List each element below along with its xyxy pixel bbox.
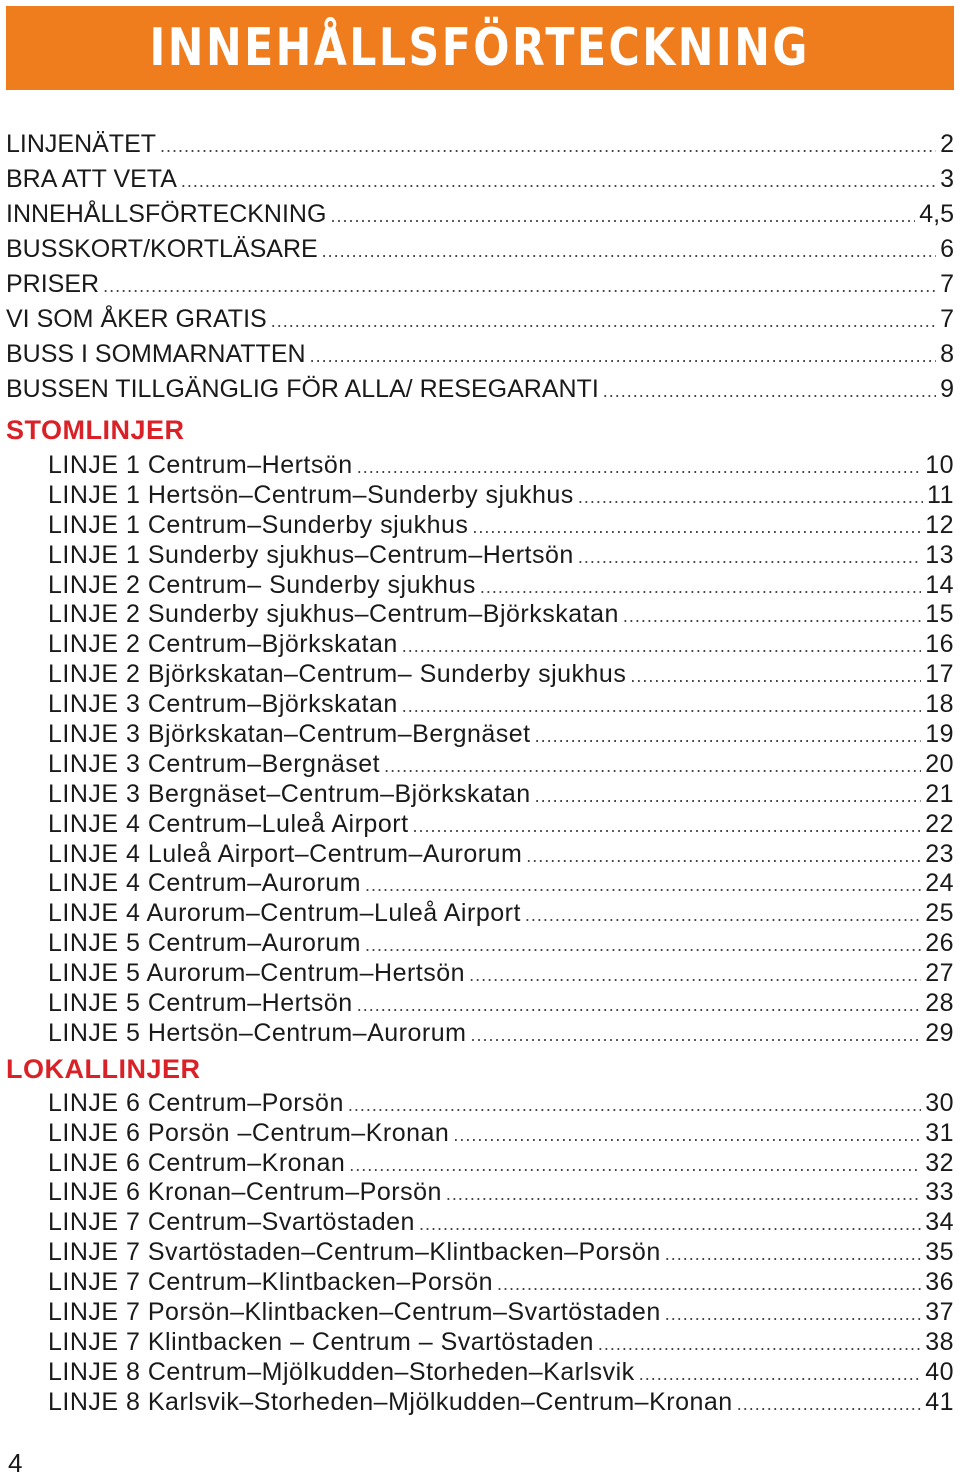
toc-entry[interactable] bbox=[6, 780, 954, 810]
dot-leader bbox=[402, 696, 921, 717]
toc-entry[interactable] bbox=[6, 1298, 954, 1328]
toc-entry[interactable] bbox=[6, 1019, 954, 1049]
toc-entry-page: 18 bbox=[925, 690, 954, 719]
toc-entry[interactable] bbox=[6, 235, 954, 270]
toc-entry-page: 2 bbox=[940, 130, 954, 158]
dot-leader bbox=[497, 1274, 921, 1295]
toc-entry[interactable] bbox=[6, 630, 954, 660]
toc-entry-label: LINJE 6 Centrum–Porsön bbox=[48, 1088, 344, 1117]
dot-leader bbox=[470, 1025, 921, 1046]
toc-entry-page: 21 bbox=[925, 779, 954, 808]
dot-leader bbox=[665, 1244, 921, 1265]
toc-entry-page: 41 bbox=[925, 1387, 954, 1416]
toc-entry[interactable] bbox=[6, 720, 954, 750]
toc-entry[interactable] bbox=[6, 929, 954, 959]
toc-entry-page: 33 bbox=[925, 1178, 954, 1207]
toc-entry[interactable] bbox=[6, 165, 954, 200]
toc-entry-label: PRISER bbox=[6, 270, 100, 298]
dot-leader bbox=[535, 726, 922, 747]
toc-entry-page: 23 bbox=[925, 839, 954, 868]
toc-entry-page: 27 bbox=[925, 959, 954, 988]
toc-entry-page: 29 bbox=[925, 1018, 954, 1047]
table-of-contents bbox=[6, 130, 954, 1418]
page-number: 4 bbox=[8, 1448, 23, 1478]
toc-entry[interactable] bbox=[6, 1178, 954, 1208]
toc-entry[interactable] bbox=[6, 451, 954, 481]
toc-entry-label: LINJE 3 Centrum–Björkskatan bbox=[48, 690, 398, 719]
toc-entry-label: LINJE 1 Hertsön–Centrum–Sunderby sjukhus bbox=[48, 480, 574, 509]
dot-leader bbox=[181, 171, 936, 192]
toc-entry[interactable] bbox=[6, 989, 954, 1019]
dot-leader bbox=[322, 241, 936, 262]
dot-leader bbox=[453, 1125, 921, 1146]
toc-entry-page: 12 bbox=[925, 510, 954, 539]
dot-leader bbox=[578, 547, 921, 568]
toc-entry-page: 9 bbox=[940, 375, 954, 403]
toc-entry-page: 17 bbox=[925, 660, 954, 689]
toc-entry-page: 25 bbox=[925, 899, 954, 928]
toc-entry[interactable] bbox=[6, 660, 954, 690]
toc-entry-page: 4,5 bbox=[919, 200, 954, 228]
dot-leader bbox=[665, 1304, 921, 1325]
dot-leader bbox=[737, 1394, 921, 1415]
toc-entry-page: 38 bbox=[925, 1327, 954, 1356]
dot-leader bbox=[525, 905, 921, 926]
toc-entry-label: LINJE 8 Centrum–Mjölkudden–Storheden–Karlsvik bbox=[48, 1357, 635, 1386]
dot-leader bbox=[623, 606, 921, 627]
toc-entry-label: LINJE 5 Centrum–Hertsön bbox=[48, 989, 353, 1018]
stomlinjer-section bbox=[6, 451, 954, 1049]
toc-entry[interactable] bbox=[6, 340, 954, 375]
toc-entry-label: LINJE 7 Porsön–Klintbacken–Centrum–Svartöstaden bbox=[48, 1298, 661, 1327]
toc-entry-label: INNEHÅLLSFÖRTECKNING bbox=[6, 200, 327, 228]
toc-entry-label: LINJE 1 Centrum–Hertsön bbox=[48, 451, 353, 479]
dot-leader bbox=[357, 457, 922, 478]
dot-leader bbox=[480, 577, 921, 598]
toc-entry-label: BUSSEN TILLGÄNGLIG FÖR ALLA/ RESEGARANTI bbox=[6, 375, 599, 403]
page-title: INNEHÅLLSFÖRTECKNING bbox=[149, 18, 811, 78]
toc-entry-label: LINJE 6 Porsön –Centrum–Kronan bbox=[48, 1118, 450, 1147]
toc-entry[interactable] bbox=[6, 1328, 954, 1358]
toc-entry-page: 16 bbox=[925, 630, 954, 659]
dot-leader bbox=[384, 756, 921, 777]
toc-entry[interactable] bbox=[6, 690, 954, 720]
toc-entry-label: BUSS I SOMMARNATTEN bbox=[6, 340, 306, 368]
toc-entry[interactable] bbox=[6, 481, 954, 511]
toc-entry-page: 24 bbox=[925, 869, 954, 898]
toc-entry-label: BRA ATT VETA bbox=[6, 165, 177, 193]
general-section bbox=[6, 130, 954, 410]
toc-entry-label: LINJE 2 Centrum–Björkskatan bbox=[48, 630, 398, 659]
toc-entry-label: LINJE 3 Bergnäset–Centrum–Björkskatan bbox=[48, 779, 531, 808]
dot-leader bbox=[365, 935, 921, 956]
dot-leader bbox=[578, 487, 923, 508]
toc-entry[interactable] bbox=[6, 1149, 954, 1179]
toc-entry-page: 37 bbox=[925, 1298, 954, 1327]
dot-leader bbox=[365, 875, 921, 896]
toc-entry-page: 6 bbox=[940, 235, 954, 263]
toc-entry-label: LINJE 5 Hertsön–Centrum–Aurorum bbox=[48, 1018, 467, 1047]
toc-entry-label: LINJE 7 Centrum–Klintbacken–Porsön bbox=[48, 1268, 494, 1297]
toc-entry[interactable] bbox=[6, 130, 954, 165]
dot-leader bbox=[357, 995, 922, 1016]
toc-entry-label: LINJE 4 Aurorum–Centrum–Luleå Airport bbox=[48, 899, 521, 928]
dot-leader bbox=[103, 276, 936, 297]
toc-entry-page: 30 bbox=[925, 1088, 954, 1117]
toc-entry[interactable] bbox=[6, 899, 954, 929]
toc-entry[interactable] bbox=[6, 1119, 954, 1149]
toc-entry-label: LINJE 6 Centrum–Kronan bbox=[48, 1148, 346, 1177]
toc-entry-label: LINJE 1 Sunderby sjukhus–Centrum–Hertsön bbox=[48, 540, 574, 569]
toc-entry-label: LINJE 4 Centrum–Aurorum bbox=[48, 869, 362, 898]
dot-leader bbox=[535, 786, 922, 807]
toc-entry-page: 7 bbox=[940, 270, 954, 298]
toc-entry-label: LINJE 2 Centrum– Sunderby sjukhus bbox=[48, 570, 476, 599]
toc-entry[interactable] bbox=[6, 571, 954, 601]
toc-entry-page: 31 bbox=[925, 1118, 954, 1147]
toc-entry-label: LINJE 8 Karlsvik–Storheden–Mjölkudden–Centrum–Kronan bbox=[48, 1387, 733, 1416]
dot-leader bbox=[330, 206, 915, 227]
dot-leader bbox=[160, 136, 936, 157]
toc-entry[interactable] bbox=[6, 541, 954, 571]
toc-entry-page: 35 bbox=[925, 1238, 954, 1267]
toc-entry-page: 26 bbox=[925, 929, 954, 958]
toc-entry-page: 28 bbox=[925, 989, 954, 1018]
dot-leader bbox=[639, 1364, 922, 1385]
toc-entry-label: LINJE 5 Aurorum–Centrum–Hertsön bbox=[48, 959, 466, 988]
dot-leader bbox=[310, 346, 937, 367]
toc-entry-page: 32 bbox=[925, 1148, 954, 1177]
toc-entry-label: LINJE 7 Klintbacken – Centrum – Svartöstaden bbox=[48, 1327, 594, 1356]
dot-leader bbox=[402, 636, 921, 657]
toc-entry-label: LINJE 7 Centrum–Svartöstaden bbox=[48, 1208, 415, 1237]
toc-entry-label: LINJE 6 Kronan–Centrum–Porsön bbox=[48, 1178, 442, 1207]
toc-entry[interactable] bbox=[6, 959, 954, 989]
dot-leader bbox=[598, 1334, 921, 1355]
toc-entry-page: 3 bbox=[940, 165, 954, 193]
toc-entry[interactable] bbox=[6, 1268, 954, 1298]
toc-entry-label: LINJE 3 Björkskatan–Centrum–Bergnäset bbox=[48, 720, 531, 749]
toc-entry-page: 8 bbox=[940, 340, 954, 368]
dot-leader bbox=[526, 846, 921, 867]
toc-entry-label: LINJE 3 Centrum–Bergnäset bbox=[48, 749, 381, 778]
toc-entry-label: LINJE 2 Björkskatan–Centrum– Sunderby sjukhus bbox=[48, 660, 627, 689]
toc-entry-label: LINJE 1 Centrum–Sunderby sjukhus bbox=[48, 510, 469, 539]
toc-entry-page: 7 bbox=[940, 305, 954, 333]
title-banner bbox=[6, 6, 954, 90]
toc-entry-label: LINJE 4 Luleå Airport–Centrum–Aurorum bbox=[48, 839, 523, 868]
toc-entry[interactable] bbox=[6, 1388, 954, 1418]
toc-entry-label: VI SOM ÅKER GRATIS bbox=[6, 305, 267, 333]
toc-entry-label: BUSSKORT/KORTLÄSARE bbox=[6, 235, 318, 263]
dot-leader bbox=[419, 1214, 921, 1235]
toc-entry[interactable] bbox=[6, 1238, 954, 1268]
toc-entry-page: 19 bbox=[925, 720, 954, 749]
toc-entry[interactable] bbox=[6, 1089, 954, 1119]
toc-entry[interactable] bbox=[6, 810, 954, 840]
toc-entry-page: 10 bbox=[925, 451, 954, 479]
toc-entry[interactable] bbox=[6, 1358, 954, 1388]
dot-leader bbox=[469, 965, 921, 986]
toc-entry-page: 34 bbox=[925, 1208, 954, 1237]
toc-entry[interactable] bbox=[6, 750, 954, 780]
toc-entry-page: 36 bbox=[925, 1268, 954, 1297]
toc-entry[interactable] bbox=[6, 840, 954, 870]
toc-entry-label: LINJENÄTET bbox=[6, 130, 157, 158]
dot-leader bbox=[446, 1184, 921, 1205]
stomlinjer-heading: STOMLINJER bbox=[6, 415, 185, 445]
toc-entry[interactable] bbox=[6, 1208, 954, 1238]
toc-entry-label: LINJE 2 Sunderby sjukhus–Centrum–Björkskatan bbox=[48, 600, 619, 629]
toc-entry-label: LINJE 5 Centrum–Aurorum bbox=[48, 929, 362, 958]
toc-entry-page: 15 bbox=[925, 600, 954, 629]
toc-entry-label: LINJE 7 Svartöstaden–Centrum–Klintbacken–Porsön bbox=[48, 1238, 661, 1267]
toc-entry[interactable] bbox=[6, 270, 954, 305]
dot-leader bbox=[271, 311, 936, 332]
toc-entry[interactable] bbox=[6, 200, 954, 235]
toc-entry-page: 40 bbox=[925, 1357, 954, 1386]
toc-entry-page: 20 bbox=[925, 749, 954, 778]
dot-leader bbox=[603, 381, 936, 402]
lokallinjer-heading: LOKALLINJER bbox=[6, 1053, 201, 1084]
dot-leader bbox=[472, 517, 921, 538]
dot-leader bbox=[349, 1155, 921, 1176]
toc-entry[interactable] bbox=[6, 869, 954, 899]
toc-entry-page: 22 bbox=[925, 809, 954, 838]
toc-entry[interactable] bbox=[6, 305, 954, 340]
dot-leader bbox=[630, 666, 921, 687]
dot-leader bbox=[348, 1095, 921, 1116]
toc-entry-page: 13 bbox=[925, 540, 954, 569]
toc-entry[interactable] bbox=[6, 511, 954, 541]
toc-entry[interactable] bbox=[6, 600, 954, 630]
toc-entry-page: 14 bbox=[925, 570, 954, 599]
toc-entry-page: 11 bbox=[927, 480, 954, 509]
dot-leader bbox=[413, 816, 922, 837]
toc-entry[interactable] bbox=[6, 375, 954, 410]
lokallinjer-section bbox=[6, 1089, 954, 1418]
toc-entry-label: LINJE 4 Centrum–Luleå Airport bbox=[48, 809, 409, 838]
